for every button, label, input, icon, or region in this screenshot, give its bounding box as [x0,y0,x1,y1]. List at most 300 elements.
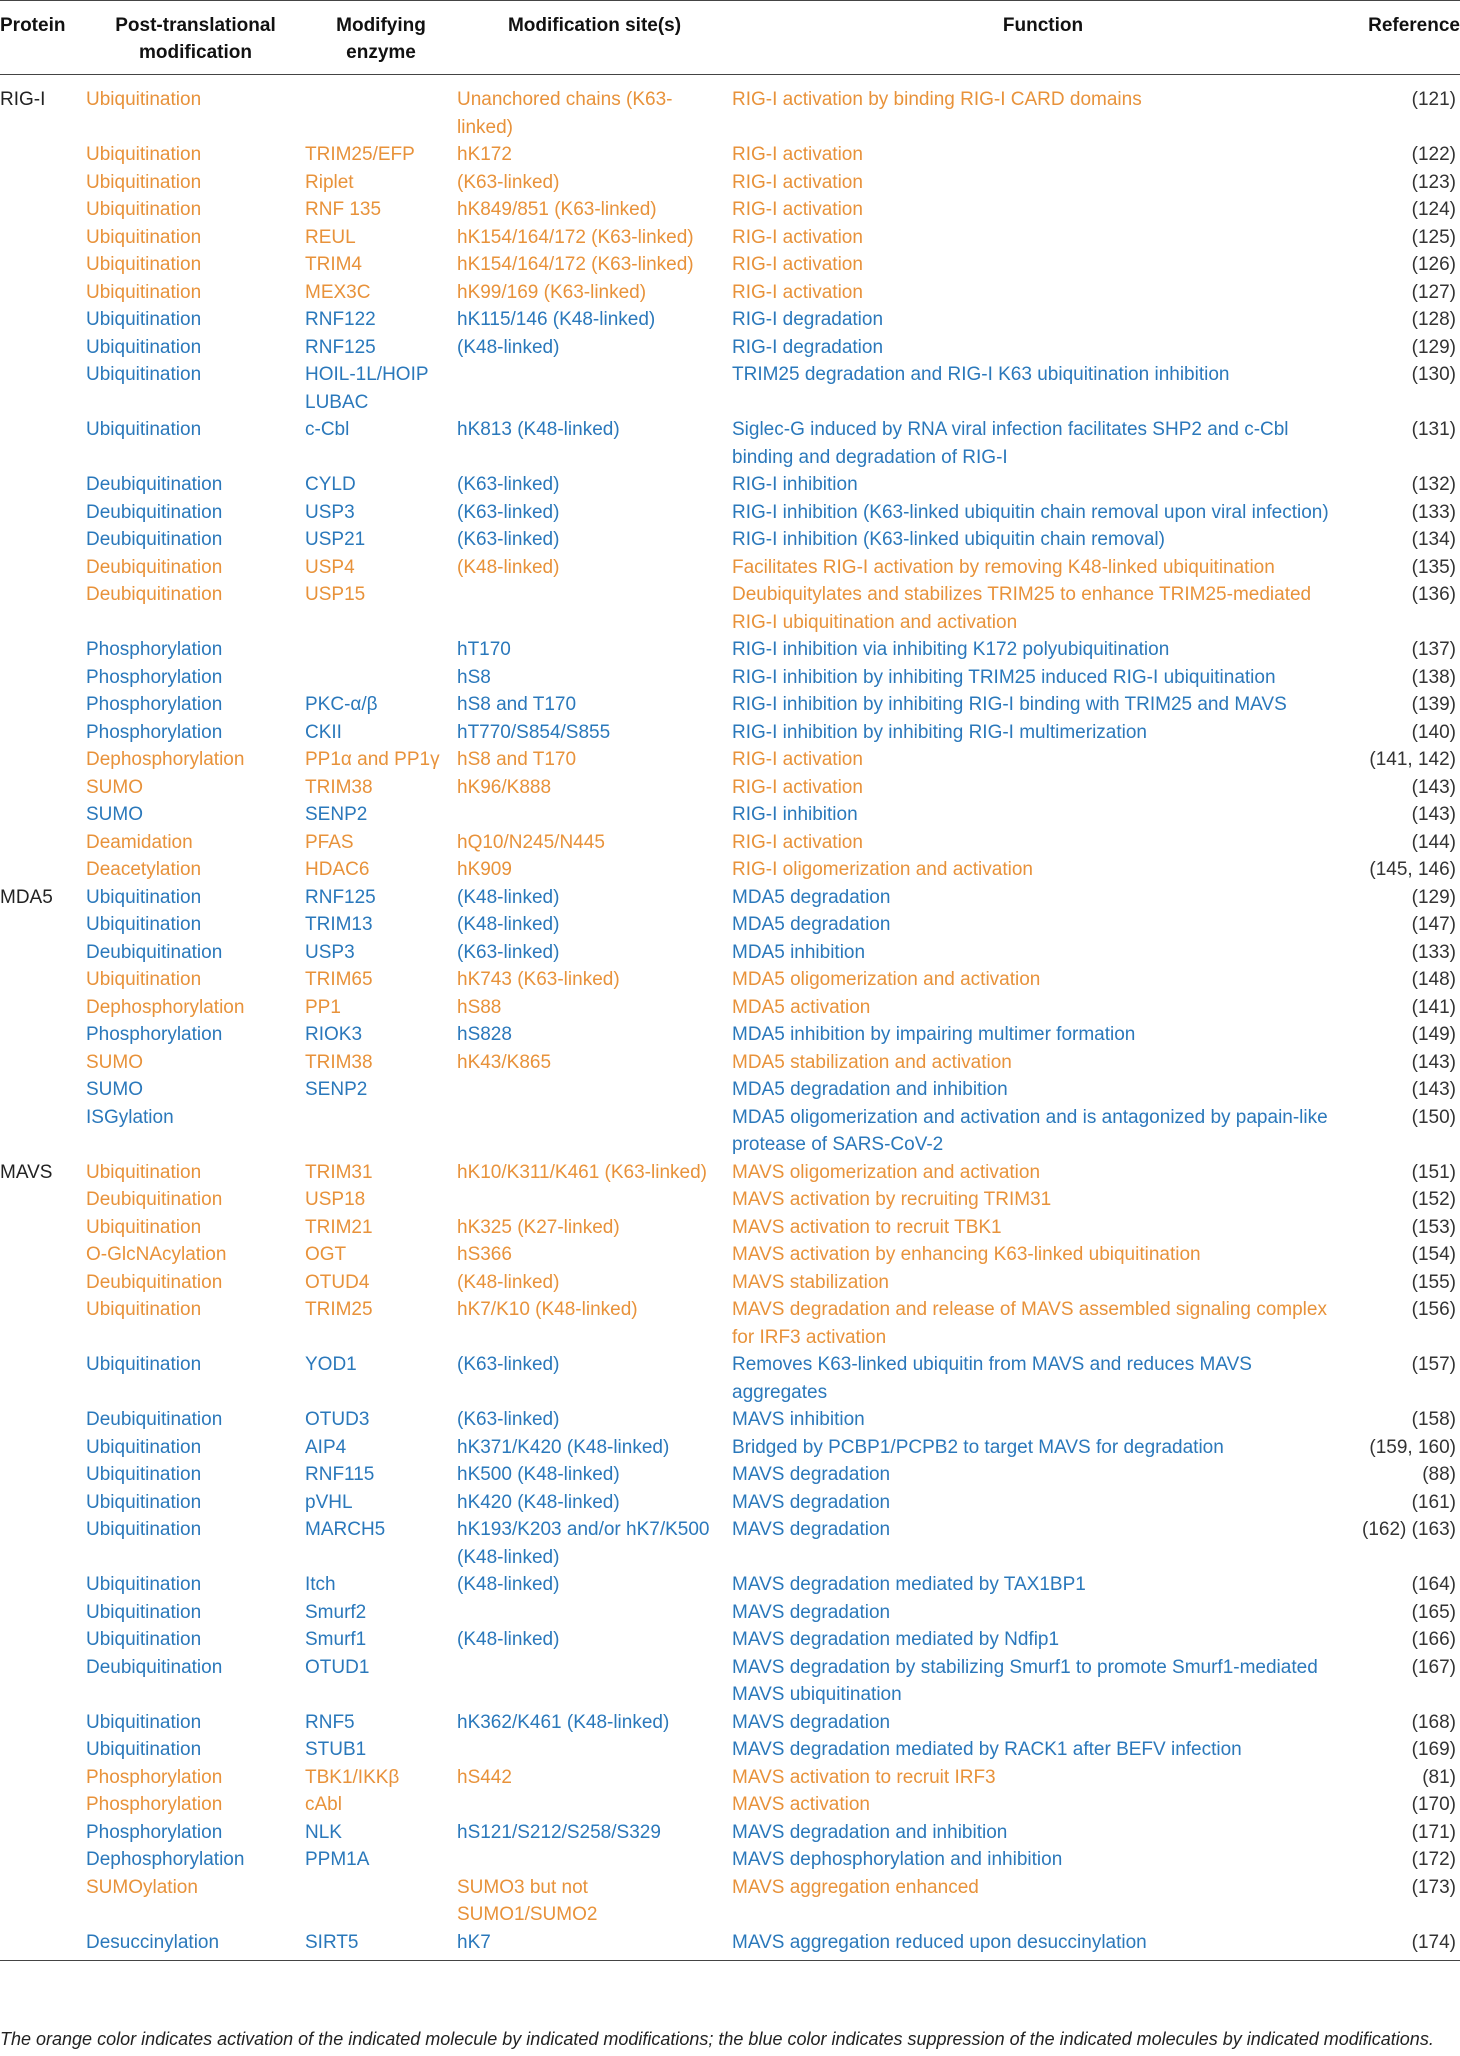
function-cell: RIG-I inhibition by inhibiting RIG-I multimerization [732,721,1147,743]
header-site: Modification site(s) [507,15,682,36]
protein-cell [0,1214,86,1242]
site-cell: hK420 (K48-linked) [457,1491,620,1513]
protein-cell: MAVS [0,1161,53,1183]
table-row [0,1846,1460,1874]
table-row [0,1049,1460,1077]
function-cell: RIG-I activation [732,226,863,248]
site-cell [457,1654,732,1709]
reference-cell: (145, 146) [1369,859,1456,880]
table-row [0,75,1460,142]
function-cell: RIG-I activation [732,776,863,798]
reference-cell: (143) [1411,1051,1456,1073]
function-cell: Removes K63-linked ubiquitin from MAVS and reduces MAVS aggregates [732,1354,1252,1403]
function-cell: MDA5 oligomerization and activation [732,969,1041,990]
ptm-cell: Deubiquitination [86,501,223,523]
table-row [0,1461,1460,1489]
site-cell: SUMO3 but not SUMO1/SUMO2 [457,1876,598,1925]
reference-cell: (173) [1411,1876,1456,1898]
table-row [0,1571,1460,1599]
enzyme-cell: SENP2 [305,804,368,825]
function-cell: MAVS degradation and release of MAVS assembled signaling complex for IRF3 activation [732,1299,1327,1348]
table-row [0,1791,1460,1819]
table-row [0,1186,1460,1214]
function-cell: TRIM25 degradation and RIG-I K63 ubiquitination inhibition [732,364,1230,385]
protein-cell [0,994,86,1022]
site-cell: (K63-linked) [457,941,560,963]
enzyme-cell: OTUD4 [305,1271,370,1293]
ptm-cell: Ubiquitination [86,199,202,220]
protein-cell [0,141,86,169]
reference-cell: (135) [1411,556,1456,578]
function-cell: RIG-I activation [732,171,863,193]
table-row [0,1104,1460,1159]
table-row [0,691,1460,719]
ptm-cell: Deubiquitination [86,1409,223,1430]
site-cell [457,1791,732,1819]
protein-cell [0,416,86,471]
reference-cell: (125) [1411,226,1456,248]
table-row [0,1929,1460,1961]
enzyme-cell: PKC-α/β [305,694,378,715]
ptm-cell: Deacetylation [86,859,202,880]
reference-cell: (159, 160) [1369,1436,1456,1458]
table-row [0,1654,1460,1709]
enzyme-cell: RNF125 [305,886,376,908]
ptm-cell: Phosphorylation [86,1794,223,1815]
table-row [0,1406,1460,1434]
protein-cell [0,1461,86,1489]
table-row [0,1021,1460,1049]
reference-cell: (170) [1411,1794,1456,1815]
function-cell: MAVS activation to recruit TBK1 [732,1216,1002,1238]
site-cell: hK7/K10 (K48-linked) [457,1299,638,1320]
site-cell [457,1076,732,1104]
table-row [0,664,1460,692]
ptm-cell: Phosphorylation [86,694,223,715]
enzyme-cell: Riplet [305,171,354,193]
protein-cell [0,1049,86,1077]
table-row [0,416,1460,471]
table-row [0,1214,1460,1242]
ptm-cell: Deamidation [86,831,193,853]
ptm-cell: Deubiquitination [86,1271,223,1293]
site-cell: hS442 [457,1766,512,1788]
reference-cell: (137) [1411,639,1456,660]
reference-cell: (155) [1411,1271,1456,1293]
table-row [0,939,1460,967]
protein-cell [0,1269,86,1297]
protein-cell [0,1296,86,1351]
reference-cell: (168) [1411,1711,1456,1733]
protein-cell [0,1819,86,1847]
ptm-cell: Ubiquitination [86,309,202,330]
ptm-cell: Ubiquitination [86,144,202,165]
reference-cell: (147) [1411,914,1456,935]
enzyme-cell: HDAC6 [305,859,370,880]
enzyme-cell: USP21 [305,529,366,550]
ptm-cell: Ubiquitination [86,171,202,193]
reference-cell: (128) [1411,309,1456,330]
enzyme-cell: RIOK3 [305,1024,363,1045]
table-body [0,75,1460,1961]
table-row [0,1874,1460,1929]
ptm-cell: SUMO [86,1051,143,1073]
enzyme-cell: TRIM25 [305,1299,373,1320]
enzyme-cell: PFAS [305,831,354,853]
function-cell: MDA5 degradation [732,914,891,935]
table-row [0,224,1460,252]
protein-cell [0,1736,86,1764]
site-cell: hK362/K461 (K48-linked) [457,1711,670,1733]
table-row [0,141,1460,169]
site-cell: (K63-linked) [457,529,560,550]
enzyme-cell: TRIM38 [305,1051,373,1073]
table-row [0,526,1460,554]
protein-cell [0,306,86,334]
reference-cell: (156) [1411,1299,1456,1320]
function-cell: Facilitates RIG-I activation by removing K48-linked ubiquitination [732,556,1275,578]
table-row [0,801,1460,829]
table-row [0,1516,1460,1571]
reference-cell: (121) [1411,89,1456,110]
function-cell: MAVS degradation mediated by RACK1 after BEFV infection [732,1739,1242,1760]
function-cell: RIG-I inhibition via inhibiting K172 polyubiquitination [732,639,1170,660]
protein-cell [0,526,86,554]
reference-cell: (143) [1411,804,1456,825]
function-cell: MDA5 inhibition [732,941,866,963]
site-cell: hS828 [457,1024,512,1045]
function-cell: MAVS degradation [732,1519,891,1540]
table-row [0,1269,1460,1297]
site-cell: hK154/164/172 (K63-linked) [457,254,694,275]
site-cell: (K63-linked) [457,171,560,193]
table-row [0,829,1460,857]
table-row [0,1241,1460,1269]
enzyme-cell: PP1 [305,996,341,1018]
ptm-cell: Dephosphorylation [86,996,245,1018]
reference-cell: (174) [1411,1931,1456,1953]
table-row [0,856,1460,884]
ptm-cell: O-GlcNAcylation [86,1244,227,1265]
reference-cell: (122) [1411,144,1456,165]
protein-cell [0,1351,86,1406]
protein-cell [0,1874,86,1929]
site-cell [457,1599,732,1627]
site-cell: hK115/146 (K48-linked) [457,309,656,330]
function-cell: MAVS activation to recruit IRF3 [732,1766,996,1788]
ptm-cell: Ubiquitination [86,364,202,385]
reference-cell: (154) [1411,1244,1456,1265]
enzyme-cell: STUB1 [305,1739,367,1760]
ptm-cell: Ubiquitination [86,419,202,440]
ptm-cell: Desuccinylation [86,1931,220,1953]
enzyme-cell: OTUD1 [305,1656,370,1678]
function-cell: MAVS activation by recruiting TRIM31 [732,1189,1052,1210]
function-cell: RIG-I inhibition (K63-linked ubiquitin chain removal upon viral infection) [732,501,1329,523]
site-cell: (K48-linked) [457,1271,560,1293]
protein-cell [0,1516,86,1571]
protein-cell [0,334,86,362]
table-row [0,1296,1460,1351]
ptm-cell: Ubiquitination [86,254,202,275]
ptm-cell: Deubiquitination [86,556,223,578]
function-cell: MAVS degradation by stabilizing Smurf1 to promote Smurf1-mediated MAVS ubiquitination [732,1656,1318,1705]
site-cell: (K48-linked) [457,914,560,935]
site-cell: hK10/K311/K461 (K63-linked) [457,1161,707,1183]
enzyme-cell: AIP4 [305,1436,347,1458]
enzyme-cell: PPM1A [305,1849,370,1870]
reference-cell: (161) [1411,1491,1456,1513]
ptm-cell: Deubiquitination [86,1189,223,1210]
header-enzyme: Modifying enzyme [336,15,426,63]
enzyme-cell: RNF5 [305,1711,355,1733]
site-cell: hK325 (K27-linked) [457,1216,620,1238]
site-cell [457,801,732,829]
ptm-cell: Ubiquitination [86,1739,202,1760]
table-row [0,306,1460,334]
protein-cell [0,1021,86,1049]
ptm-cell: Deubiquitination [86,1656,223,1678]
protein-cell [0,691,86,719]
enzyme-cell: CKII [305,721,342,743]
protein-cell [0,856,86,884]
protein-cell [0,1434,86,1462]
ptm-cell: Ubiquitination [86,1601,202,1623]
ptm-cell: Ubiquitination [86,1574,202,1595]
ptm-cell: Ubiquitination [86,226,202,248]
reference-cell: (150) [1411,1106,1456,1128]
table-row [0,361,1460,416]
table-row [0,966,1460,994]
table-row [0,1819,1460,1847]
function-cell: MAVS degradation mediated by Ndfip1 [732,1629,1060,1650]
reference-cell: (123) [1411,171,1456,193]
ptm-cell: Ubiquitination [86,1161,202,1183]
site-cell: hS121/S212/S258/S329 [457,1821,661,1843]
protein-cell [0,581,86,636]
ptm-cell: Phosphorylation [86,639,223,660]
ptm-cell: Deubiquitination [86,941,223,963]
table-row [0,636,1460,664]
enzyme-cell: CYLD [305,474,356,495]
protein-cell [0,169,86,197]
ptm-cell: Phosphorylation [86,1024,223,1045]
enzyme-cell: RNF122 [305,309,376,330]
site-cell: hK172 [457,144,512,165]
function-cell: MAVS degradation [732,1464,891,1485]
site-cell: hK909 [457,859,512,880]
header-protein: Protein [0,15,66,36]
site-cell: Unanchored chains (K63-linked) [457,89,673,138]
ptm-cell: Deubiquitination [86,529,223,550]
function-cell: MAVS stabilization [732,1271,889,1293]
reference-cell: (162) (163) [1362,1519,1456,1540]
protein-cell [0,279,86,307]
site-cell: (K48-linked) [457,886,560,908]
protein-cell [0,1241,86,1269]
enzyme-cell [305,664,457,692]
reference-cell: (130) [1411,364,1456,385]
ptm-cell: Ubiquitination [86,1436,202,1458]
enzyme-cell: OGT [305,1244,347,1265]
function-cell: Siglec-G induced by RNA viral infection facilitates SHP2 and c-Cbl binding and degradation of RIG-I [732,419,1289,468]
function-cell: RIG-I inhibition by inhibiting RIG-I binding with TRIM25 and MAVS [732,694,1287,715]
reference-cell: (138) [1411,666,1456,688]
ptm-cell: Ubiquitination [86,281,202,303]
site-cell: hK99/169 (K63-linked) [457,281,647,303]
site-cell: (K63-linked) [457,474,560,495]
ptm-cell: Deubiquitination [86,584,223,605]
enzyme-cell: USP3 [305,941,355,963]
reference-cell: (167) [1411,1656,1456,1678]
site-cell: hS88 [457,996,502,1018]
reference-cell: (149) [1411,1024,1456,1045]
function-cell: RIG-I activation [732,254,863,275]
site-cell [457,1846,732,1874]
reference-cell: (133) [1411,941,1456,963]
ptm-cell: Ubiquitination [86,1464,202,1485]
function-cell: MAVS degradation and inhibition [732,1821,1008,1843]
reference-cell: (141) [1411,996,1456,1018]
enzyme-cell: OTUD3 [305,1409,370,1430]
ptm-cell: Phosphorylation [86,666,223,688]
table-row [0,1434,1460,1462]
ptm-cell: Ubiquitination [86,1519,202,1540]
ptm-cell: Ubiquitination [86,1216,202,1238]
enzyme-cell: USP15 [305,584,366,605]
reference-cell: (172) [1411,1849,1456,1870]
protein-cell [0,1654,86,1709]
reference-cell: (133) [1411,501,1456,523]
enzyme-cell: RNF125 [305,336,376,358]
protein-cell [0,499,86,527]
site-cell: hK96/K888 [457,776,552,798]
enzyme-cell: HOIL-1L/HOIP LUBAC [305,364,429,413]
protein-cell: RIG-I [0,89,46,110]
table-row [0,581,1460,636]
table-row [0,719,1460,747]
table-row [0,1709,1460,1737]
ptm-cell: SUMO [86,1079,143,1100]
site-cell: hT170 [457,639,511,660]
protein-cell [0,1846,86,1874]
function-cell: MAVS degradation [732,1711,891,1733]
site-cell: hS366 [457,1244,512,1265]
table-row [0,334,1460,362]
site-cell: hK7 [457,1931,491,1953]
table-row [0,1159,1460,1187]
site-cell: (K48-linked) [457,556,560,578]
reference-cell: (139) [1411,694,1456,715]
enzyme-cell: TBK1/IKKβ [305,1766,400,1788]
enzyme-cell [305,636,457,664]
function-cell: RIG-I activation [732,144,863,165]
enzyme-cell: c-Cbl [305,419,350,440]
ptm-cell: Phosphorylation [86,721,223,743]
enzyme-cell: TRIM38 [305,776,373,798]
function-cell: MDA5 degradation [732,886,891,908]
enzyme-cell: RNF115 [305,1464,375,1485]
function-cell: MAVS oligomerization and activation [732,1161,1041,1183]
site-cell [457,581,732,636]
reference-cell: (166) [1411,1629,1456,1650]
reference-cell: (157) [1411,1354,1456,1375]
reference-cell: (131) [1411,419,1456,440]
protein-cell [0,1489,86,1517]
table-row [0,499,1460,527]
site-cell: hK43/K865 [457,1051,552,1073]
enzyme-cell: SENP2 [305,1079,368,1100]
enzyme-cell: Itch [305,1574,336,1595]
protein-cell [0,196,86,224]
site-cell: hQ10/N245/N445 [457,831,605,853]
function-cell: MDA5 degradation and inhibition [732,1079,1008,1100]
site-cell: hS8 and T170 [457,694,577,715]
ptm-cell: Ubiquitination [86,969,202,990]
protein-cell [0,1929,86,1961]
table-row [0,746,1460,774]
protein-cell [0,471,86,499]
ptm-cell: Ubiquitination [86,1354,202,1375]
table-row [0,169,1460,197]
enzyme-cell: YOD1 [305,1354,357,1375]
function-cell: RIG-I inhibition [732,474,858,495]
function-cell: RIG-I activation [732,199,863,220]
ptm-cell: Phosphorylation [86,1766,223,1788]
table-row [0,1351,1460,1406]
function-cell: MDA5 stabilization and activation [732,1051,1012,1073]
site-cell: hK813 (K48-linked) [457,419,620,440]
table-row [0,196,1460,224]
function-cell: RIG-I activation [732,831,863,853]
protein-cell [0,1791,86,1819]
protein-cell [0,251,86,279]
protein-cell [0,1406,86,1434]
enzyme-cell: cAbl [305,1794,342,1815]
function-cell: MAVS activation [732,1794,870,1815]
enzyme-cell: USP4 [305,556,355,578]
function-cell: Bridged by PCBP1/PCPB2 to target MAVS for degradation [732,1436,1224,1458]
table-row [0,994,1460,1022]
table-row [0,1489,1460,1517]
enzyme-cell: PP1α and PP1γ [305,749,440,770]
ptm-cell: Ubiquitination [86,1711,202,1733]
protein-cell [0,361,86,416]
reference-cell: (151) [1411,1161,1456,1183]
protein-cell: MDA5 [0,886,53,908]
table-row [0,1626,1460,1654]
enzyme-cell: REUL [305,226,356,248]
protein-cell [0,1599,86,1627]
protein-cell [0,1764,86,1792]
table-header [0,1,1460,75]
enzyme-cell: USP3 [305,501,355,523]
reference-cell: (171) [1411,1821,1456,1843]
protein-cell [0,554,86,582]
function-cell: RIG-I activation [732,281,863,303]
site-cell: (K63-linked) [457,1409,560,1430]
protein-cell [0,1186,86,1214]
enzyme-cell: TRIM25/EFP [305,144,415,165]
enzyme-cell: TRIM13 [305,914,373,935]
enzyme-cell: TRIM4 [305,254,362,275]
enzyme-cell: USP18 [305,1189,366,1210]
ptm-cell: Dephosphorylation [86,1849,245,1870]
enzyme-cell: Smurf2 [305,1601,367,1623]
protein-cell [0,829,86,857]
function-cell: MAVS dephosphorylation and inhibition [732,1849,1063,1870]
site-cell: hK500 (K48-linked) [457,1464,620,1485]
